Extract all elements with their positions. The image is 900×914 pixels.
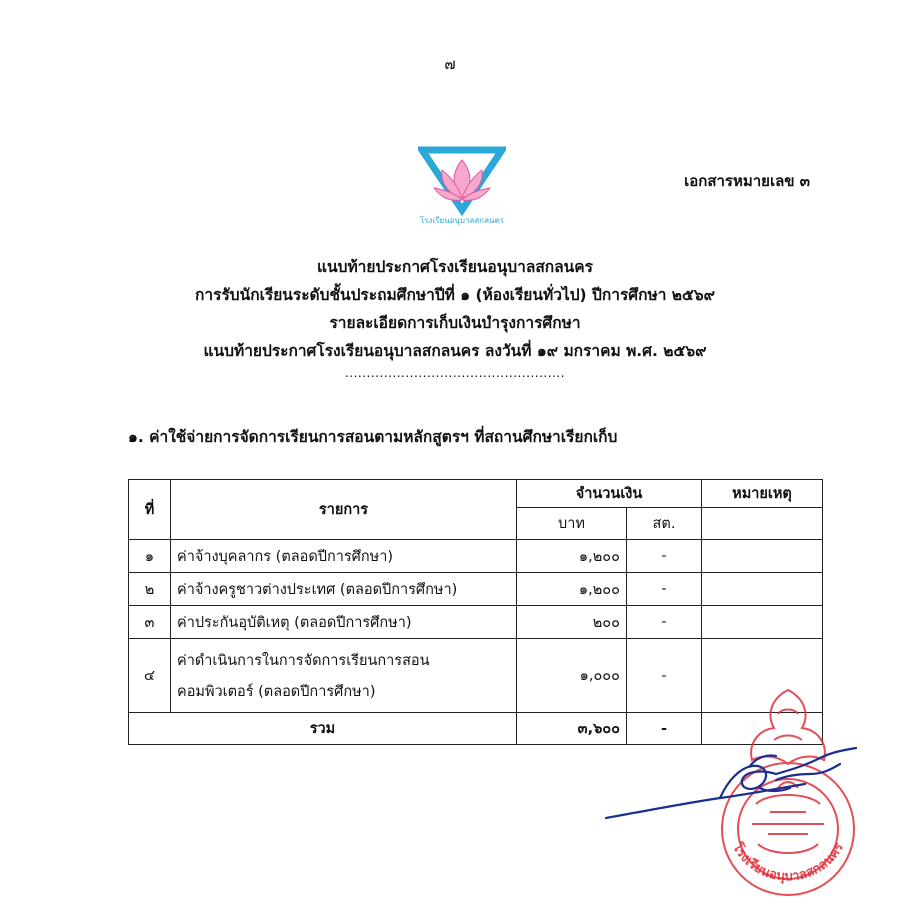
row-no: ๔ <box>129 639 171 713</box>
header-remark-blank <box>702 508 823 540</box>
row-satang: - <box>627 540 702 573</box>
row-satang: - <box>627 573 702 606</box>
header-amount: จำนวนเงิน <box>517 480 702 508</box>
row-item-line-2: คอมพิวเตอร์ (ตลอดปีการศึกษา) <box>177 683 376 700</box>
section-title: ๑. ค่าใช้จ่ายการจัดการเรียนการสอนตามหลักสูตรฯ ที่สถานศึกษาเรียกเก็บ <box>128 428 618 446</box>
header-item: รายการ <box>171 480 517 540</box>
row-no: ๒ <box>129 573 171 606</box>
heading-line-1: แนบท้ายประกาศโรงเรียนอนุบาลสกลนคร <box>317 258 593 276</box>
row-remark <box>702 540 823 573</box>
row-no: ๓ <box>129 606 171 639</box>
header-satang: สต. <box>627 508 702 540</box>
logo-text: โรงเรียนอนุบาลสกลนคร <box>419 216 505 225</box>
row-satang: - <box>627 639 702 713</box>
school-lotus-logo-icon <box>418 146 506 228</box>
row-baht: ๑,๐๐๐ <box>517 639 627 713</box>
header-remark: หมายเหตุ <box>702 480 823 508</box>
total-satang: - <box>627 713 702 745</box>
row-item: ค่าจ้างบุคลากร (ตลอดปีการศึกษา) <box>171 540 517 573</box>
total-label: รวม <box>129 713 517 745</box>
heading-line-4: แนบท้ายประกาศโรงเรียนอนุบาลสกลนคร ลงวันที่ ๑๙ มกราคม พ.ศ. ๒๕๖๙ <box>203 342 707 360</box>
table-row <box>129 606 823 639</box>
document-number: เอกสารหมายเลข ๓ <box>684 172 810 190</box>
row-item <box>171 639 517 713</box>
row-baht: ๒๐๐ <box>517 606 627 639</box>
row-remark <box>702 573 823 606</box>
table-header-row <box>129 480 823 508</box>
heading-line-3: รายละเอียดการเก็บเงินบำรุงการศึกษา <box>329 314 581 332</box>
dotted-separator: ................................................... <box>344 366 566 380</box>
row-remark <box>702 606 823 639</box>
row-satang: - <box>627 606 702 639</box>
row-item-line-1: ค่าดำเนินการในการจัดการเรียนการสอน <box>177 652 430 669</box>
row-item: ค่าประกันอุบัติเหตุ (ตลอดปีการศึกษา) <box>171 606 517 639</box>
row-no: ๑ <box>129 540 171 573</box>
total-baht: ๓,๖๐๐ <box>517 713 627 745</box>
announcement-headings <box>60 253 850 365</box>
row-baht: ๑,๒๐๐ <box>517 573 627 606</box>
handwritten-signature-icon <box>600 740 870 830</box>
row-item: ค่าจ้างครูชาวต่างประเทศ (ตลอดปีการศึกษา) <box>171 573 517 606</box>
page-number: ๗ <box>444 55 456 73</box>
row-baht: ๑,๒๐๐ <box>517 540 627 573</box>
header-no: ที่ <box>129 480 171 540</box>
heading-line-2: การรับนักเรียนระดับชั้นประถมศึกษาปีที่ ๑ (ห้องเรียนทั่วไป) ปีการศึกษา ๒๕๖๙ <box>195 286 715 304</box>
seal-text: โรงเรียนอนุบาลสกลนคร <box>729 840 847 885</box>
table-row <box>129 573 823 606</box>
header-baht: บาท <box>517 508 627 540</box>
table-row <box>129 540 823 573</box>
